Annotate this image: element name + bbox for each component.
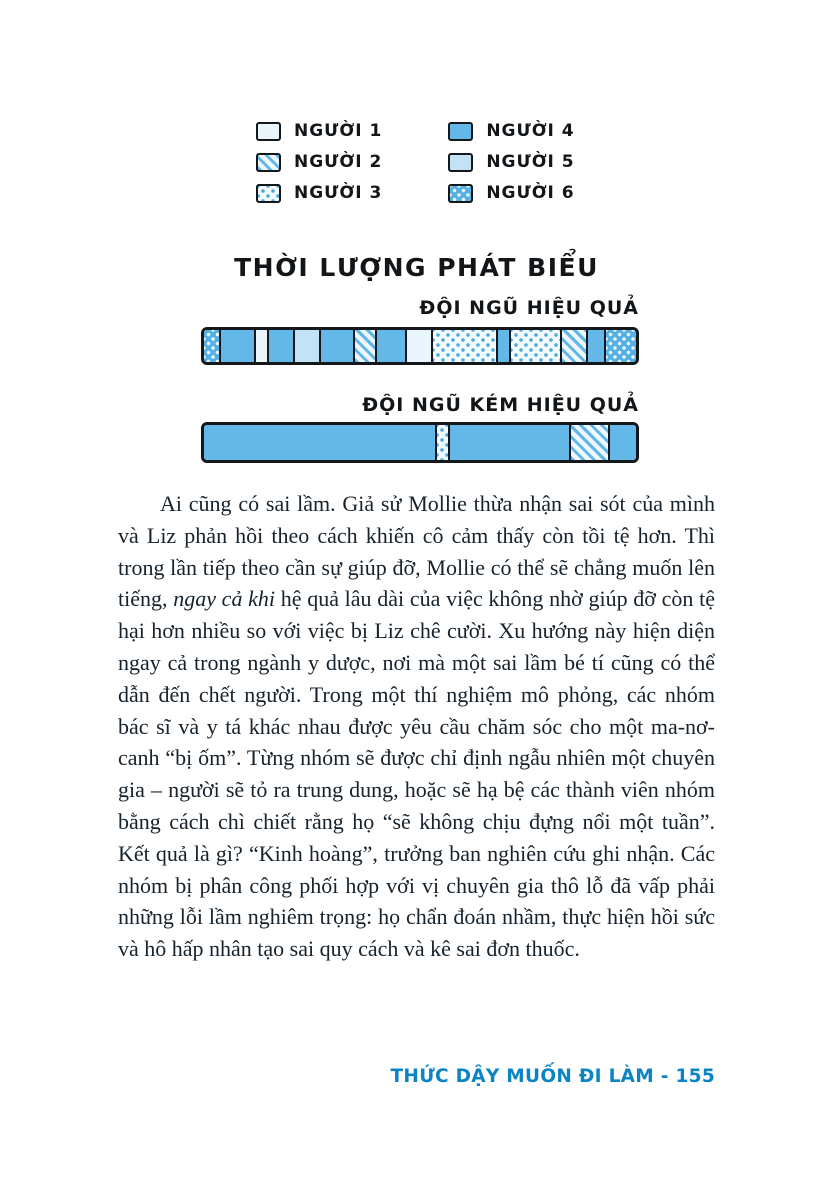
bar-segment-person-4	[450, 425, 571, 460]
body-italic-phrase: ngay cả khi	[173, 586, 276, 612]
legend-item-person-3	[256, 183, 382, 203]
bar-segment-person-6	[204, 330, 221, 362]
chart-title: THỜI LƯỢNG PHÁT BIỂU	[234, 253, 599, 282]
legend-swatch-plain-light-blue	[448, 153, 473, 172]
bar-ineffective-team	[201, 422, 639, 463]
legend-item-person-4	[448, 121, 574, 141]
legend-label: NGƯỜI 3	[294, 183, 383, 203]
legend-label: NGƯỜI 1	[294, 121, 383, 141]
bar-segment-person-4	[610, 425, 636, 460]
legend-item-person-6	[448, 183, 574, 203]
bar-segment-person-1	[256, 330, 269, 362]
legend-swatch-plain-pale-blue	[256, 122, 281, 141]
bar-segment-person-4	[588, 330, 605, 362]
bar-segment-person-4	[498, 330, 511, 362]
bar-segment-person-3	[433, 330, 498, 362]
page-footer: THỨC DẬY MUỐN ĐI LÀM - 155	[390, 1066, 715, 1087]
legend-label: NGƯỜI 2	[294, 152, 383, 172]
chart-legend	[256, 121, 575, 203]
bar-segment-person-5	[295, 330, 321, 362]
bar-segment-person-4	[269, 330, 295, 362]
bar-segment-person-2	[571, 425, 610, 460]
bar-label-ineffective-team: ĐỘI NGŨ KÉM HIỆU QUẢ	[362, 394, 639, 416]
bar-segment-person-4	[377, 330, 407, 362]
legend-swatch-blue-dots-on-light	[256, 184, 281, 203]
legend-label: NGƯỜI 4	[486, 121, 575, 141]
legend-label: NGƯỜI 5	[486, 152, 575, 172]
bar-segment-person-1	[407, 330, 433, 362]
bar-segment-person-3	[437, 425, 450, 460]
legend-item-person-1	[256, 121, 382, 141]
bar-segment-person-2	[355, 330, 377, 362]
legend-swatch-light-dots-on-blue	[448, 184, 473, 203]
body-paragraph	[118, 488, 715, 965]
bar-segment-person-4	[204, 425, 437, 460]
legend-item-person-2	[256, 152, 382, 172]
bar-segment-person-3	[511, 330, 563, 362]
bar-segment-person-4	[321, 330, 356, 362]
bar-segment-person-4	[221, 330, 256, 362]
legend-label: NGƯỜI 6	[486, 183, 575, 203]
bar-effective-team	[201, 327, 639, 365]
bar-segment-person-2	[562, 330, 588, 362]
bar-segment-person-6	[606, 330, 636, 362]
bar-label-effective-team: ĐỘI NGŨ HIỆU QUẢ	[419, 297, 639, 319]
legend-item-person-5	[448, 152, 574, 172]
legend-swatch-diagonal-stripes	[256, 153, 281, 172]
body-text-part1: Ai cũng có sai lầm. Giả sử Mollie thừa nhận sai sót của mình và Liz phản hồi theo cách khiến cô cảm thấy còn tồi tệ hơn. Thì trong lần tiếp theo cần sự giúp đỡ, Mollie có thể sẽ chẳng muốn lên tiếng,	[118, 491, 715, 612]
legend-swatch-solid-blue	[448, 122, 473, 141]
body-text-part2: hệ quả lâu dài của việc không nhờ giúp đỡ còn tệ hại hơn nhiều so với việc bị Liz chê cười. Xu hướng này hiện diện ngay cả trong ngành y dược, nơi mà một sai lầm bé tí cũng có thể dẫn đến chết người. Trong một thí nghiệm mô phỏng, các nhóm bác sĩ và y tá khác nhau được yêu cầu chăm sóc cho một ma-nơ-canh “bị ốm”. Từng nhóm sẽ được chỉ định ngẫu nhiên một chuyên gia – người sẽ tỏ ra trung dung, hoặc sẽ hạ bệ các thành viên nhóm bằng cách chì chiết rằng họ “sẽ không chịu đựng nổi một tuần”. Kết quả là gì? “Kinh hoàng”, trưởng ban nghiên cứu ghi nhận. Các nhóm bị phân công phối hợp với vị chuyên gia thô lỗ đã vấp phải những lỗi lầm nghiêm trọng: họ chẩn đoán nhầm, thực hiện hồi sức và hô hấp nhân tạo sai quy cách và kê sai đơn thuốc.	[118, 586, 715, 962]
